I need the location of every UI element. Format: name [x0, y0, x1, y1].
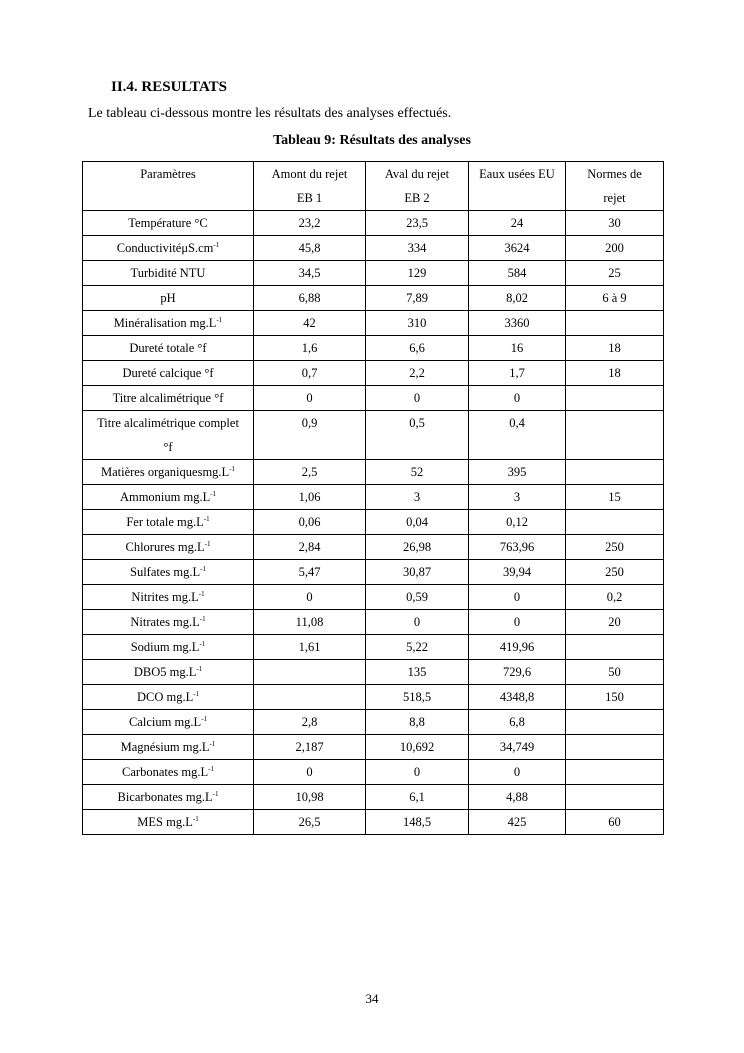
cell-aval: 6,1	[366, 785, 469, 810]
cell-norme	[566, 785, 664, 810]
table-row	[83, 460, 664, 485]
cell-amont: 0	[254, 585, 366, 610]
cell-parametre	[83, 760, 254, 785]
cell-aval: 7,89	[366, 286, 469, 311]
cell-eaux-usees: 584	[469, 261, 566, 286]
header-amont	[254, 162, 366, 211]
unit-exponent: -1	[213, 241, 220, 249]
cell-amont: 0,7	[254, 361, 366, 386]
parametre-label: Chlorures mg.L	[125, 540, 205, 554]
cell-amont: 0	[254, 760, 366, 785]
cell-norme: 250	[566, 560, 664, 585]
table-row	[83, 585, 664, 610]
unit-exponent: -1	[212, 790, 219, 798]
cell-eaux-usees: 8,02	[469, 286, 566, 311]
cell-aval: 0	[366, 760, 469, 785]
table-row	[83, 361, 664, 386]
parametre-label: Bicarbonates mg.L	[117, 790, 213, 804]
cell-eaux-usees: 16	[469, 336, 566, 361]
cell-parametre	[83, 660, 254, 685]
cell-aval: 8,8	[366, 710, 469, 735]
cell-amont: 2,5	[254, 460, 366, 485]
unit-exponent: -1	[203, 515, 210, 523]
cell-eaux-usees: 6,8	[469, 710, 566, 735]
cell-norme: 20	[566, 610, 664, 635]
table-body	[83, 211, 664, 835]
cell-eaux-usees: 395	[469, 460, 566, 485]
header-aval	[366, 162, 469, 211]
cell-norme: 250	[566, 535, 664, 560]
cell-eaux-usees: 3360	[469, 311, 566, 336]
parametre-label: Calcium mg.L	[128, 715, 202, 729]
cell-eaux-usees: 39,94	[469, 560, 566, 585]
cell-eaux-usees: 0	[469, 760, 566, 785]
unit-exponent: -1	[216, 316, 223, 324]
cell-amont: 0,9	[254, 411, 366, 460]
cell-eaux-usees: 4348,8	[469, 685, 566, 710]
cell-eaux-usees: 24	[469, 211, 566, 236]
unit-exponent: -1	[229, 465, 236, 473]
table-row	[83, 560, 664, 585]
cell-amont: 45,8	[254, 236, 366, 261]
table-row	[83, 386, 664, 411]
cell-parametre	[83, 211, 254, 236]
cell-amont	[254, 685, 366, 710]
cell-norme	[566, 735, 664, 760]
unit-exponent: -1	[204, 540, 211, 548]
cell-amont: 23,2	[254, 211, 366, 236]
cell-amont: 2,84	[254, 535, 366, 560]
cell-parametre	[83, 735, 254, 760]
cell-aval: 0,59	[366, 585, 469, 610]
cell-norme	[566, 760, 664, 785]
cell-eaux-usees: 0,12	[469, 510, 566, 535]
cell-eaux-usees: 1,7	[469, 361, 566, 386]
cell-amont: 0	[254, 386, 366, 411]
unit-exponent: -1	[196, 665, 203, 673]
unit-exponent: -1	[193, 690, 200, 698]
cell-eaux-usees: 0	[469, 386, 566, 411]
header-normes	[566, 162, 664, 211]
table-row	[83, 635, 664, 660]
cell-norme	[566, 635, 664, 660]
cell-norme: 30	[566, 211, 664, 236]
cell-eaux-usees: 3624	[469, 236, 566, 261]
unit-exponent: -1	[192, 815, 199, 823]
cell-parametre	[83, 361, 254, 386]
unit-exponent: -1	[210, 490, 217, 498]
cell-aval: 310	[366, 311, 469, 336]
parametre-label: Dureté calcique °f	[122, 366, 214, 380]
cell-aval: 129	[366, 261, 469, 286]
cell-aval: 0	[366, 610, 469, 635]
header-aval-line1: Aval du rejet	[384, 167, 450, 181]
cell-aval: 135	[366, 660, 469, 685]
cell-parametre	[83, 261, 254, 286]
cell-parametre	[83, 386, 254, 411]
unit-exponent: -1	[199, 615, 206, 623]
cell-norme: 6 à 9	[566, 286, 664, 311]
cell-norme: 200	[566, 236, 664, 261]
cell-aval: 3	[366, 485, 469, 510]
table-row	[83, 510, 664, 535]
cell-norme	[566, 460, 664, 485]
table-row	[83, 710, 664, 735]
cell-aval: 0,04	[366, 510, 469, 535]
cell-eaux-usees: 0	[469, 610, 566, 635]
parametre-label: Sulfates mg.L	[130, 565, 201, 579]
parametre-label: Magnésium mg.L	[120, 740, 210, 754]
cell-eaux-usees: 0	[469, 585, 566, 610]
table-row	[83, 535, 664, 560]
parametre-label: MES mg.L	[137, 815, 193, 829]
cell-norme: 0,2	[566, 585, 664, 610]
cell-aval: 148,5	[366, 810, 469, 835]
header-amont-line1: Amont du rejet	[271, 167, 348, 181]
parametre-label: Titre alcalimétrique complet	[97, 416, 239, 430]
cell-aval: 5,22	[366, 635, 469, 660]
parametre-label: Fer totale mg.L	[126, 515, 204, 529]
cell-parametre	[83, 810, 254, 835]
cell-amont: 2,8	[254, 710, 366, 735]
table-row	[83, 411, 664, 460]
parametre-label: Carbonates mg.L	[122, 765, 209, 779]
unit-exponent: -1	[199, 640, 206, 648]
table-row	[83, 810, 664, 835]
header-normes-line2: rejet	[603, 191, 626, 205]
cell-aval: 10,692	[366, 735, 469, 760]
parametre-label: Matières organiquesmg.L	[100, 465, 230, 479]
cell-norme: 18	[566, 336, 664, 361]
cell-amont: 10,98	[254, 785, 366, 810]
parametre-label: Turbidité NTU	[130, 266, 206, 280]
cell-eaux-usees: 3	[469, 485, 566, 510]
cell-amont: 0,06	[254, 510, 366, 535]
cell-norme	[566, 710, 664, 735]
cell-amont: 1,61	[254, 635, 366, 660]
parametre-label: Température °C	[128, 216, 208, 230]
unit-exponent: -1	[200, 565, 206, 573]
cell-aval: 52	[366, 460, 469, 485]
cell-norme: 15	[566, 485, 664, 510]
cell-parametre	[83, 411, 254, 460]
cell-aval: 0,5	[366, 411, 469, 460]
cell-amont: 1,06	[254, 485, 366, 510]
parametre-label: DCO mg.L	[136, 690, 194, 704]
cell-aval: 6,6	[366, 336, 469, 361]
cell-amont: 5,47	[254, 560, 366, 585]
cell-parametre	[83, 685, 254, 710]
table-row	[83, 286, 664, 311]
cell-aval: 518,5	[366, 685, 469, 710]
cell-norme	[566, 386, 664, 411]
table-header-row	[83, 162, 664, 211]
cell-norme	[566, 311, 664, 336]
cell-amont: 2,187	[254, 735, 366, 760]
table-row	[83, 660, 664, 685]
parametre-label: pH	[160, 291, 176, 305]
parametre-label: ConductivitéμS.cm	[116, 241, 214, 255]
cell-parametre	[83, 585, 254, 610]
table-row	[83, 261, 664, 286]
table-row	[83, 336, 664, 361]
cell-eaux-usees: 763,96	[469, 535, 566, 560]
results-table	[82, 161, 664, 835]
cell-parametre	[83, 311, 254, 336]
cell-parametre	[83, 460, 254, 485]
cell-eaux-usees: 425	[469, 810, 566, 835]
cell-norme: 18	[566, 361, 664, 386]
cell-eaux-usees: 34,749	[469, 735, 566, 760]
parametre-label: Dureté totale °f	[129, 341, 207, 355]
cell-norme: 150	[566, 685, 664, 710]
cell-aval: 30,87	[366, 560, 469, 585]
unit-exponent: -1	[198, 590, 205, 598]
cell-eaux-usees: 419,96	[469, 635, 566, 660]
header-eaux-usees: Eaux usées EU	[469, 162, 566, 211]
cell-amont: 26,5	[254, 810, 366, 835]
cell-aval: 23,5	[366, 211, 469, 236]
cell-parametre	[83, 635, 254, 660]
cell-amont: 34,5	[254, 261, 366, 286]
cell-eaux-usees: 0,4	[469, 411, 566, 460]
cell-amont: 42	[254, 311, 366, 336]
cell-aval: 26,98	[366, 535, 469, 560]
cell-norme: 25	[566, 261, 664, 286]
cell-parametre	[83, 785, 254, 810]
header-aval-line2: EB 2	[404, 191, 430, 205]
table-row	[83, 685, 664, 710]
table-row	[83, 485, 664, 510]
cell-parametre	[83, 610, 254, 635]
header-normes-line1: Normes de	[587, 167, 642, 181]
header-amont-line2: EB 1	[296, 191, 323, 205]
intro-paragraph: Le tableau ci-dessous montre les résultats des analyses effectués.	[88, 106, 452, 121]
unit-exponent: -1	[209, 740, 216, 748]
section-title: II.4. RESULTATS	[111, 79, 228, 95]
table-caption: Tableau 9: Résultats des analyses	[273, 133, 471, 148]
cell-norme: 50	[566, 660, 664, 685]
cell-norme	[566, 510, 664, 535]
table-row	[83, 760, 664, 785]
table-row	[83, 735, 664, 760]
cell-aval: 2,2	[366, 361, 469, 386]
cell-aval: 334	[366, 236, 469, 261]
cell-parametre	[83, 485, 254, 510]
cell-parametre	[83, 236, 254, 261]
parametre-label: Sodium mg.L	[130, 640, 200, 654]
cell-eaux-usees: 4,88	[469, 785, 566, 810]
cell-norme: 60	[566, 810, 664, 835]
cell-parametre	[83, 336, 254, 361]
table-row	[83, 610, 664, 635]
cell-amont: 1,6	[254, 336, 366, 361]
page-number: 34	[365, 991, 379, 1006]
parametre-label: Nitrates mg.L	[130, 615, 200, 629]
parametre-label: Ammonium mg.L	[119, 490, 211, 504]
parametre-label: DBO5 mg.L	[133, 665, 197, 679]
cell-parametre	[83, 510, 254, 535]
cell-eaux-usees: 729,6	[469, 660, 566, 685]
cell-amont: 6,88	[254, 286, 366, 311]
cell-parametre	[83, 286, 254, 311]
parametre-label-line2: °f	[163, 440, 173, 454]
cell-amont: 11,08	[254, 610, 366, 635]
parametre-label: Nitrites mg.L	[131, 590, 199, 604]
cell-aval: 0	[366, 386, 469, 411]
unit-exponent: -1	[208, 765, 214, 773]
cell-parametre	[83, 535, 254, 560]
table-row	[83, 236, 664, 261]
header-parametres: Paramètres	[83, 162, 254, 211]
table-row	[83, 311, 664, 336]
parametre-label: Titre alcalimétrique °f	[112, 391, 224, 405]
unit-exponent: -1	[201, 715, 208, 723]
cell-parametre	[83, 710, 254, 735]
cell-amont	[254, 660, 366, 685]
table-row	[83, 211, 664, 236]
table-row	[83, 785, 664, 810]
cell-norme	[566, 411, 664, 460]
parametre-label: Minéralisation mg.L	[113, 316, 217, 330]
cell-parametre	[83, 560, 254, 585]
